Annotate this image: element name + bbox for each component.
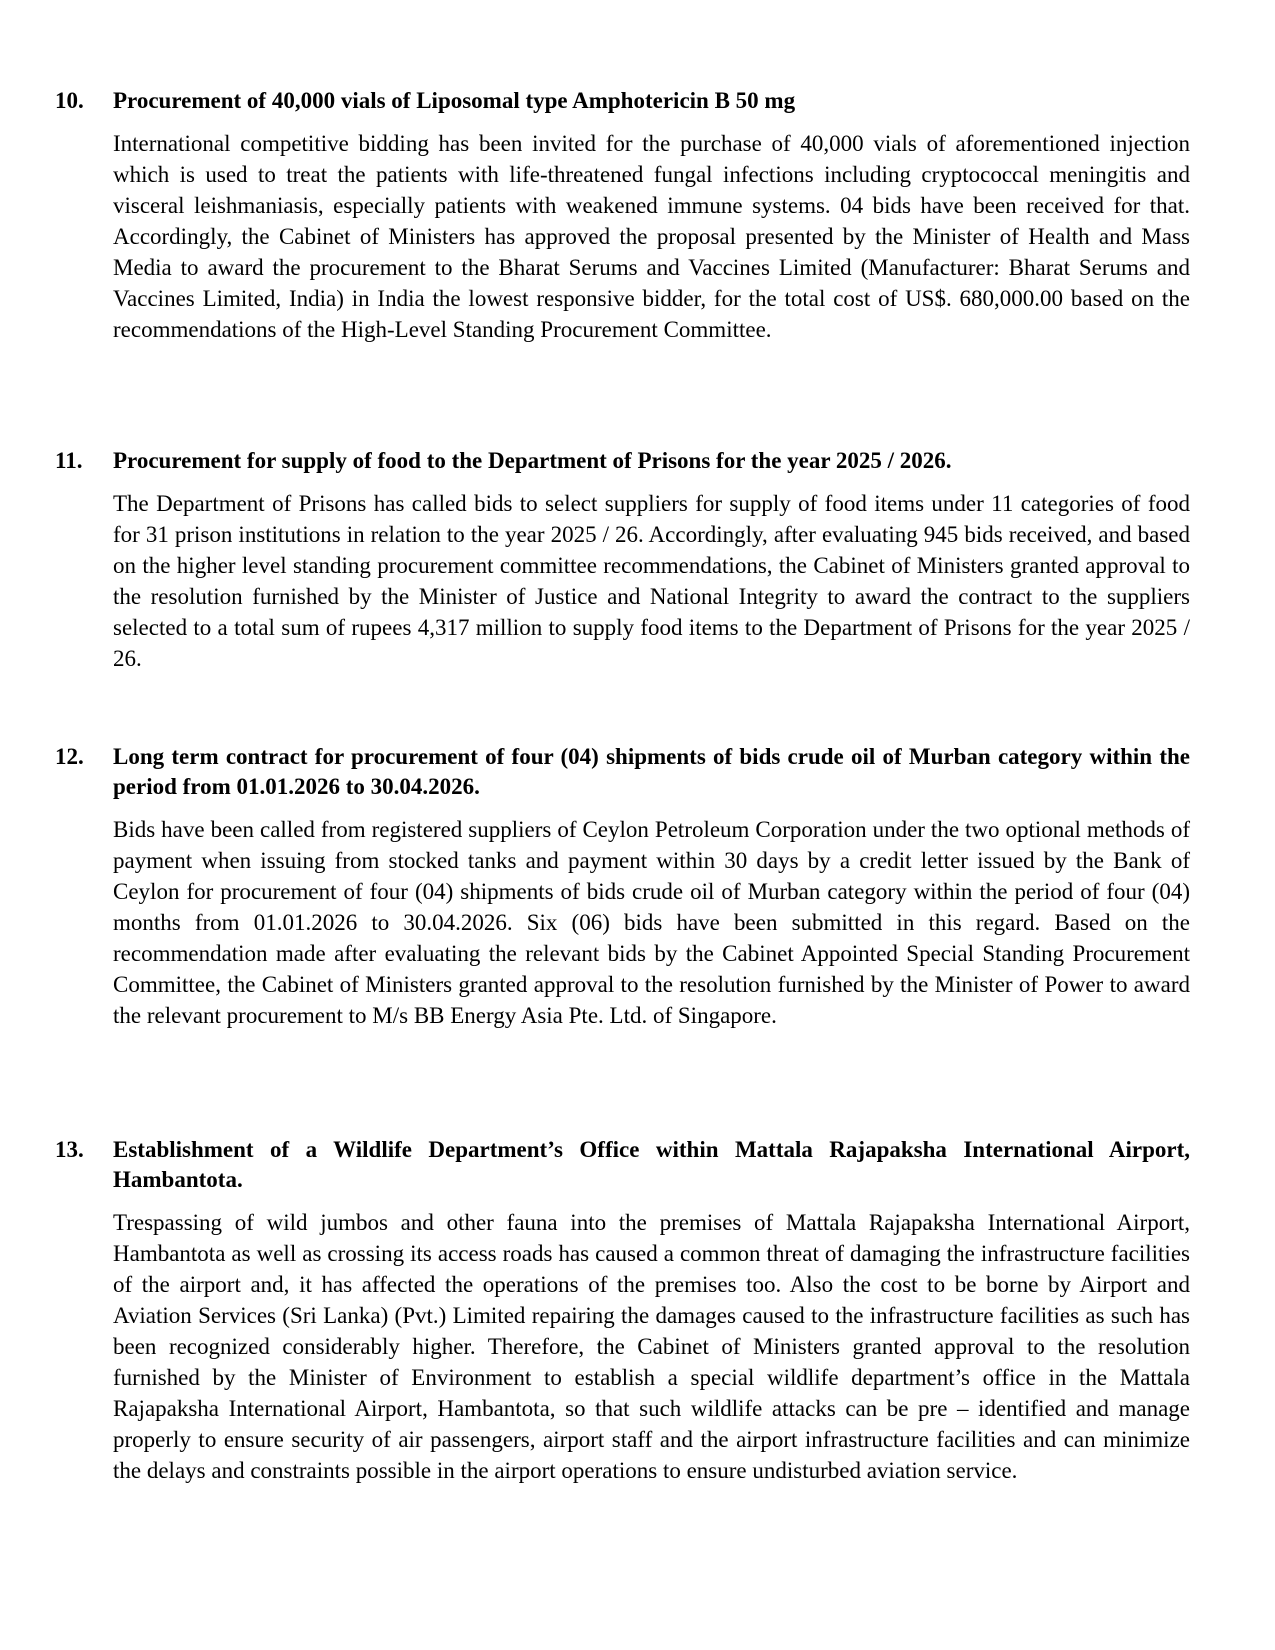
- item-number: 11.: [55, 448, 83, 473]
- item-body: Trespassing of wild jumbos and other fauna into the premises of Mattala Rajapaksha International Airport, Hambantota as well as crossing its access roads has caused a common threat of damaging the infrastructure facilities of the airport and, it has affected the operations of the premises too. Also the cost to be borne by Airport and Aviation Services (Sri Lanka) (Pvt.) Limited repairing the damages caused to the infrastructure facilities as such has been recognized considerably higher. Therefore, the Cabinet of Ministers granted approval to the resolution furnished by the Minister of Environment to establish a special wildlife department’s office in the Mattala Rajapaksha International Airport, Hambantota, so that such wildlife attacks can be pre – identified and manage properly to ensure security of air passengers, airport staff and the airport infrastructure facilities and can minimize the delays and constraints possible in the airport operations to ensure undisturbed aviation service.: [113, 1210, 1190, 1483]
- item-body: The Department of Prisons has called bids to select suppliers for supply of food items under 11 categories of food for 31 prison institutions in relation to the year 2025 / 26. Accordingly, after evaluating 945 bids received, and based on the higher level standing procurement committee recommendations, the Cabinet of Ministers granted approval to the resolution furnished by the Minister of Justice and National Integrity to award the contract to the suppliers selected to a total sum of rupees 4,317 million to supply food items to the Department of Prisons for the year 2025 / 26.: [113, 491, 1190, 671]
- item-title: Long term contract for procurement of four (04) shipments of bids crude oil of Murban category within the period from 01.01.2026 to 30.04.2026.: [113, 744, 1190, 799]
- decision-item-13: [55, 1135, 1190, 1486]
- item-title: Procurement for supply of food to the Department of Prisons for the year 2025 / 2026.: [113, 448, 952, 473]
- item-body: International competitive bidding has been invited for the purchase of 40,000 vials of aforementioned injection which is used to treat the patients with life-threatened fungal infections including cryptococcal meningitis and visceral leishmaniasis, especially patients with weakened immune systems. 04 bids have been received for that. Accordingly, the Cabinet of Ministers has approved the proposal presented by the Minister of Health and Mass Media to award the procurement to the Bharat Serums and Vaccines Limited (Manufacturer: Bharat Serums and Vaccines Limited, India) in India the lowest responsive bidder, for the total cost of US$. 680,000.00 based on the recommendations of the High-Level Standing Procurement Committee.: [113, 131, 1190, 342]
- item-title: Establishment of a Wildlife Department’s Office within Mattala Rajapaksha International Airport, Hambantota.: [113, 1137, 1190, 1192]
- item-body: Bids have been called from registered suppliers of Ceylon Petroleum Corporation under the two optional methods of payment when issuing from stocked tanks and payment within 30 days by a credit letter issued by the Bank of Ceylon for procurement of four (04) shipments of bids crude oil of Murban category within the period of four (04) months from 01.01.2026 to 30.04.2026. Six (06) bids have been submitted in this regard. Based on the recommendation made after evaluating the relevant bids by the Cabinet Appointed Special Standing Procurement Committee, the Cabinet of Ministers granted approval to the resolution furnished by the Minister of Power to award the relevant procurement to M/s BB Energy Asia Pte. Ltd. of Singapore.: [113, 817, 1190, 1028]
- item-heading: [55, 86, 1190, 116]
- item-number: 10.: [55, 88, 84, 113]
- item-number: 13.: [55, 1137, 84, 1162]
- item-title: Procurement of 40,000 vials of Liposomal type Amphotericin B 50 mg: [113, 88, 796, 113]
- decision-item-10: [55, 86, 1190, 345]
- item-heading: [55, 1135, 1190, 1195]
- decision-item-11: [55, 446, 1190, 674]
- decision-item-12: [55, 742, 1190, 1031]
- item-number: 12.: [55, 744, 84, 769]
- item-heading: [55, 446, 1190, 476]
- item-heading: [55, 742, 1190, 802]
